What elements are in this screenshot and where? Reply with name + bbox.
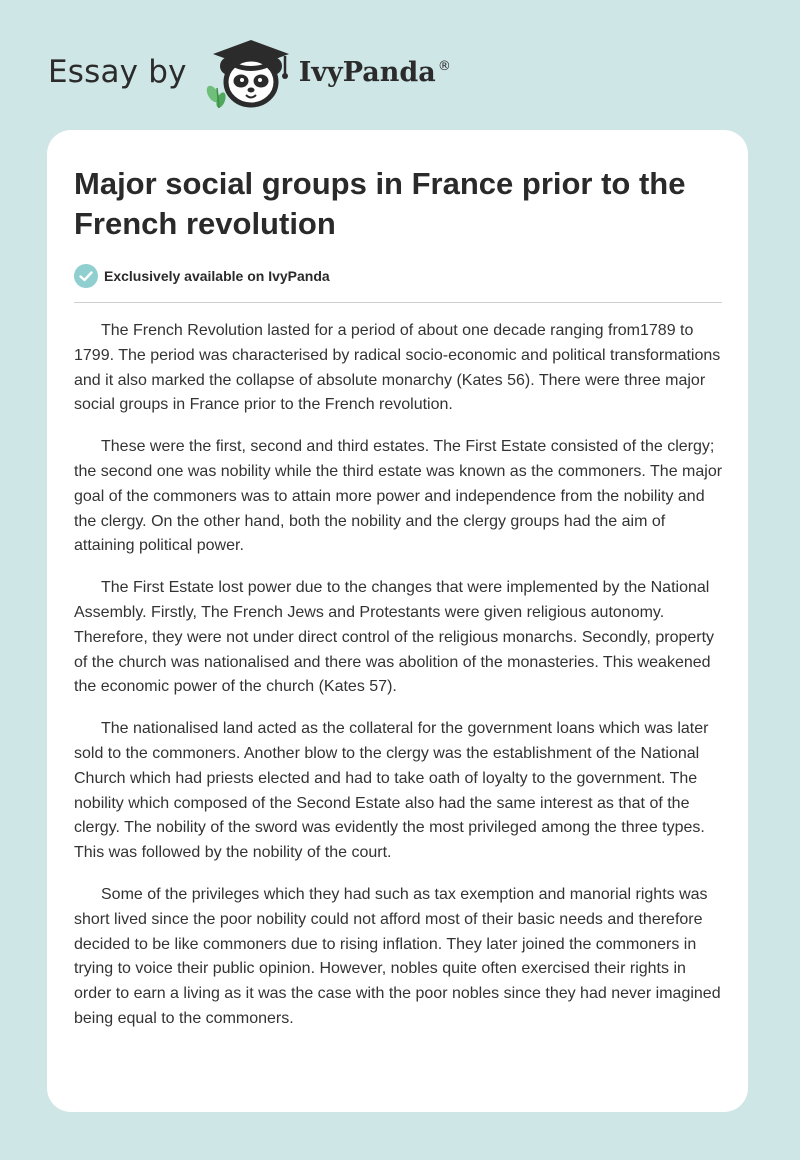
title-divider — [74, 302, 722, 303]
essay-paragraph: Some of the privileges which they had such as tax exemption and manorial rights was short lived since the poor nobility could not afford most of their basic needs and therefore decided to be like commoners due to rising inflation. They later joined the commoners in trying to voice their public opinion. However, nobles quite often exercised their rights in order to earn a living as it was the case with the poor nobles since they had never imagined being equal to the commoners. — [74, 885, 721, 1027]
check-circle-icon — [74, 264, 98, 288]
panda-logo-icon — [201, 34, 293, 110]
brand-header[interactable] — [48, 34, 451, 110]
essay-paragraph: The nationalised land acted as the collateral for the government loans which was later sold to the commoners. Another blow to the clergy was the establishment of the National Church which had priests elected and had to take oath of loyalty to the government. The nobility which composed of the Second Estate also had the same interest as that of the clergy. The nobility of the sword was evidently the most privileged among the three types. This was followed by the nobility of the court. — [74, 720, 709, 862]
essay-body — [74, 319, 724, 1049]
exclusive-badge — [74, 263, 330, 289]
essay-card — [47, 130, 748, 1112]
essay-title: Major social groups in France prior to the French revolution — [74, 166, 686, 241]
essay-paragraph: These were the first, second and third estates. The First Estate consisted of the clergy; the second one was nobility while the third estate was known as the commoners. The major goal of the commoners was to attain more power and independence from the nobility and the clergy. On the other hand, both the nobility and the clergy groups had the aim of attaining political power. — [74, 438, 723, 555]
brand-name: IvyPanda — [298, 56, 436, 88]
exclusive-badge-label: Exclusively available on IvyPanda — [104, 268, 330, 284]
essay-paragraph: The First Estate lost power due to the changes that were implemented by the National Assembly. Firstly, The French Jews and Protestants were given religious autonomy. Therefore, they were not under direct control of the religious monarchs. Secondly, property of the church was nationalised and there was abolition of the monasteries. This weakened the economic power of the church (Kates 57). — [74, 579, 715, 696]
essay-paragraph: The French Revolution lasted for a period of about one decade ranging from1789 to 1799. The period was characterised by radical socio-economic and political transformations and it also marked the collapse of absolute monarchy (Kates 56). There were three major social groups in France prior to the French revolution. — [74, 322, 721, 414]
brand-prefix: Essay by — [48, 54, 187, 90]
registered-mark: ® — [437, 58, 451, 74]
